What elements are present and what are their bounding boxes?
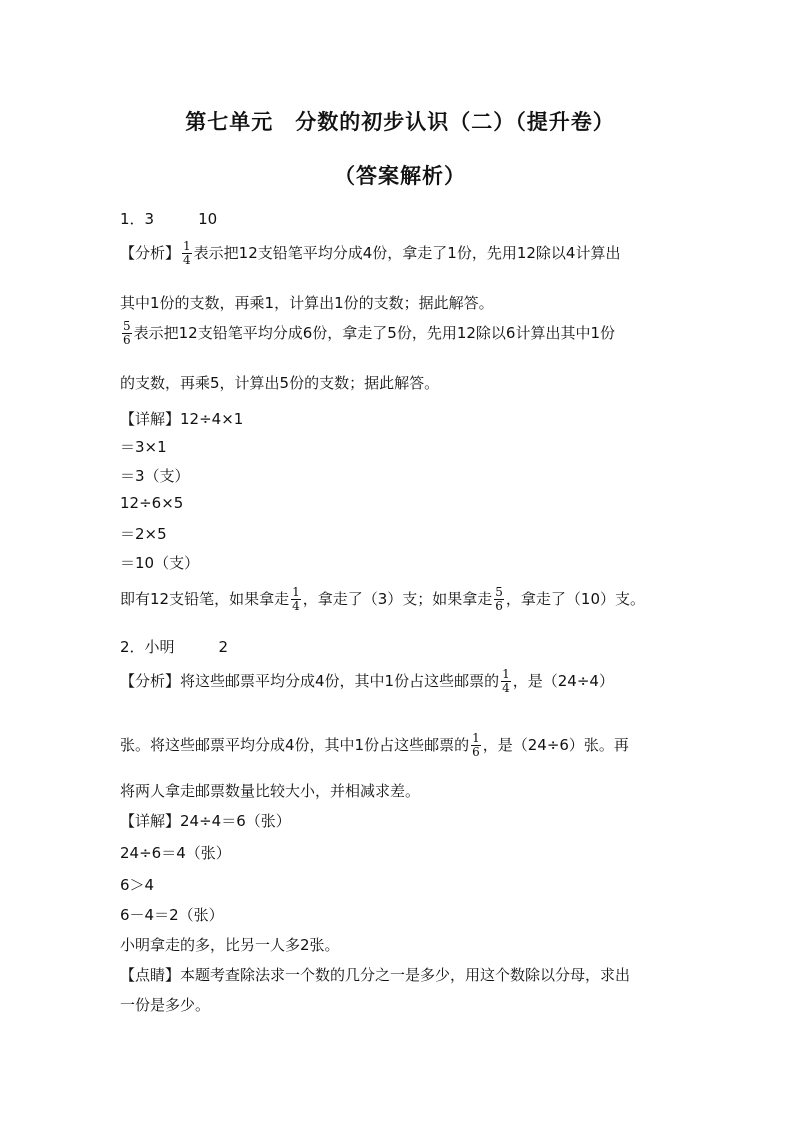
- q2-step-3: 6＞4: [120, 876, 155, 894]
- q1-step-3: ＝3（支）: [120, 467, 190, 485]
- page-title: 第七单元 分数的初步认识（二）（提升卷）: [185, 110, 615, 134]
- q1-analysis-line3: [120, 320, 615, 347]
- q1-step-5: ＝2×5: [120, 525, 167, 543]
- q2-analysis-text1a: 将这些邮票平均分成4份，其中1份占这些邮票的: [180, 672, 500, 690]
- q1-fraction-five-sixths: [122, 320, 132, 347]
- q2-analysis-line1: [120, 668, 614, 695]
- q2-step-2: 24÷6＝4（张）: [120, 844, 231, 862]
- q1-answer-2: 10: [198, 210, 218, 228]
- q1-conclusion-part1: 即有12支铅笔，如果拿走: [120, 590, 290, 608]
- q1-analysis-line4: 的支数，再乘5，计算出5份的支数；据此解答。: [120, 374, 440, 392]
- q2-analysis-line3: 将两人拿走邮票数量比较大小，并相减求差。: [120, 782, 421, 800]
- q2-comment-line1: [120, 964, 630, 985]
- q1-conclusion-frac-a-num: 1: [292, 585, 300, 599]
- q1-analysis-text3: 表示把12支铅笔平均分成6份，拿走了5份，先用12除以6计算出其中1份: [133, 324, 615, 342]
- q1-answer-prefix: 1．3: [120, 210, 155, 228]
- q2-step-1: 24÷4＝6（张）: [180, 812, 291, 830]
- q2-answer-prefix: 2．小明: [120, 638, 175, 656]
- q1-detail-line: [120, 408, 243, 429]
- q1-conclusion-part2: ，拿走了（3）支；如果拿走: [302, 590, 493, 608]
- q2-analysis-text1b: ，是（24÷4）: [512, 672, 614, 690]
- q1-answer: [120, 208, 217, 229]
- q2-frac-a-num: 1: [502, 667, 510, 681]
- q1-frac-b-num: 5: [123, 319, 131, 333]
- q1-step-1: 12÷4×1: [180, 410, 244, 428]
- q1-analysis-text1: 表示把12支铅笔平均分成4份，拿走了1份，先用12除以4计算出: [193, 244, 621, 262]
- q2-detail-label: 【详解】: [120, 812, 181, 830]
- q2-analysis-text2a: 张。将这些邮票平均分成4份，其中1份占这些邮票的: [120, 736, 470, 754]
- q2-fraction-one-quarter: [501, 668, 511, 695]
- q2-comment-line2: 一份是多少。: [120, 996, 211, 1014]
- q1-step-4: 12÷6×5: [120, 494, 184, 512]
- q2-answer-2: 2: [218, 638, 229, 656]
- q1-conclusion-frac-a: [291, 586, 301, 613]
- q1-frac-b-den: 6: [123, 333, 131, 347]
- q2-analysis-text2b: ，是（24÷6）张。再: [482, 736, 629, 754]
- q2-analysis-line2: [120, 732, 629, 759]
- q1-fraction-one-quarter: [182, 240, 192, 267]
- q1-conclusion-part3: ，拿走了（10）支。: [505, 590, 646, 608]
- q2-conclusion: 小明拿走的多，比另一人多2张。: [120, 936, 340, 954]
- q1-detail-label: 【详解】: [120, 410, 181, 428]
- q2-answer: [120, 636, 228, 657]
- q2-comment-text1: 本题考查除法求一个数的几分之一是多少，用这个数除以分母，求出: [180, 966, 631, 984]
- q2-fraction-one-sixth: [471, 732, 481, 759]
- q2-step-4: 6－4＝2（张）: [120, 906, 224, 924]
- q1-analysis-label: 【分析】: [120, 244, 181, 262]
- page-subtitle: （答案解析）: [334, 164, 466, 188]
- q2-frac-b-num: 1: [472, 731, 480, 745]
- q1-analysis-line1: [120, 240, 620, 267]
- q2-frac-a-den: 4: [502, 681, 510, 695]
- q2-detail-line: [120, 810, 291, 831]
- q1-conclusion-frac-b-den: 6: [495, 599, 503, 613]
- q2-analysis-label: 【分析】: [120, 672, 181, 690]
- q1-conclusion-frac-a-den: 4: [292, 599, 300, 613]
- q1-step-6: ＝10（支）: [120, 554, 200, 572]
- q1-frac-a-den: 4: [183, 253, 191, 267]
- q1-conclusion-frac-b: [494, 586, 504, 613]
- q1-analysis-line2: 其中1份的支数，再乘1，计算出1份的支数；据此解答。: [120, 294, 494, 312]
- q1-frac-a-num: 1: [183, 239, 191, 253]
- q1-step-2: ＝3×1: [120, 438, 167, 456]
- q1-conclusion-frac-b-num: 5: [495, 585, 503, 599]
- q1-conclusion: [120, 586, 645, 613]
- q2-comment-label: 【点睛】: [120, 966, 181, 984]
- q2-frac-b-den: 6: [472, 745, 480, 759]
